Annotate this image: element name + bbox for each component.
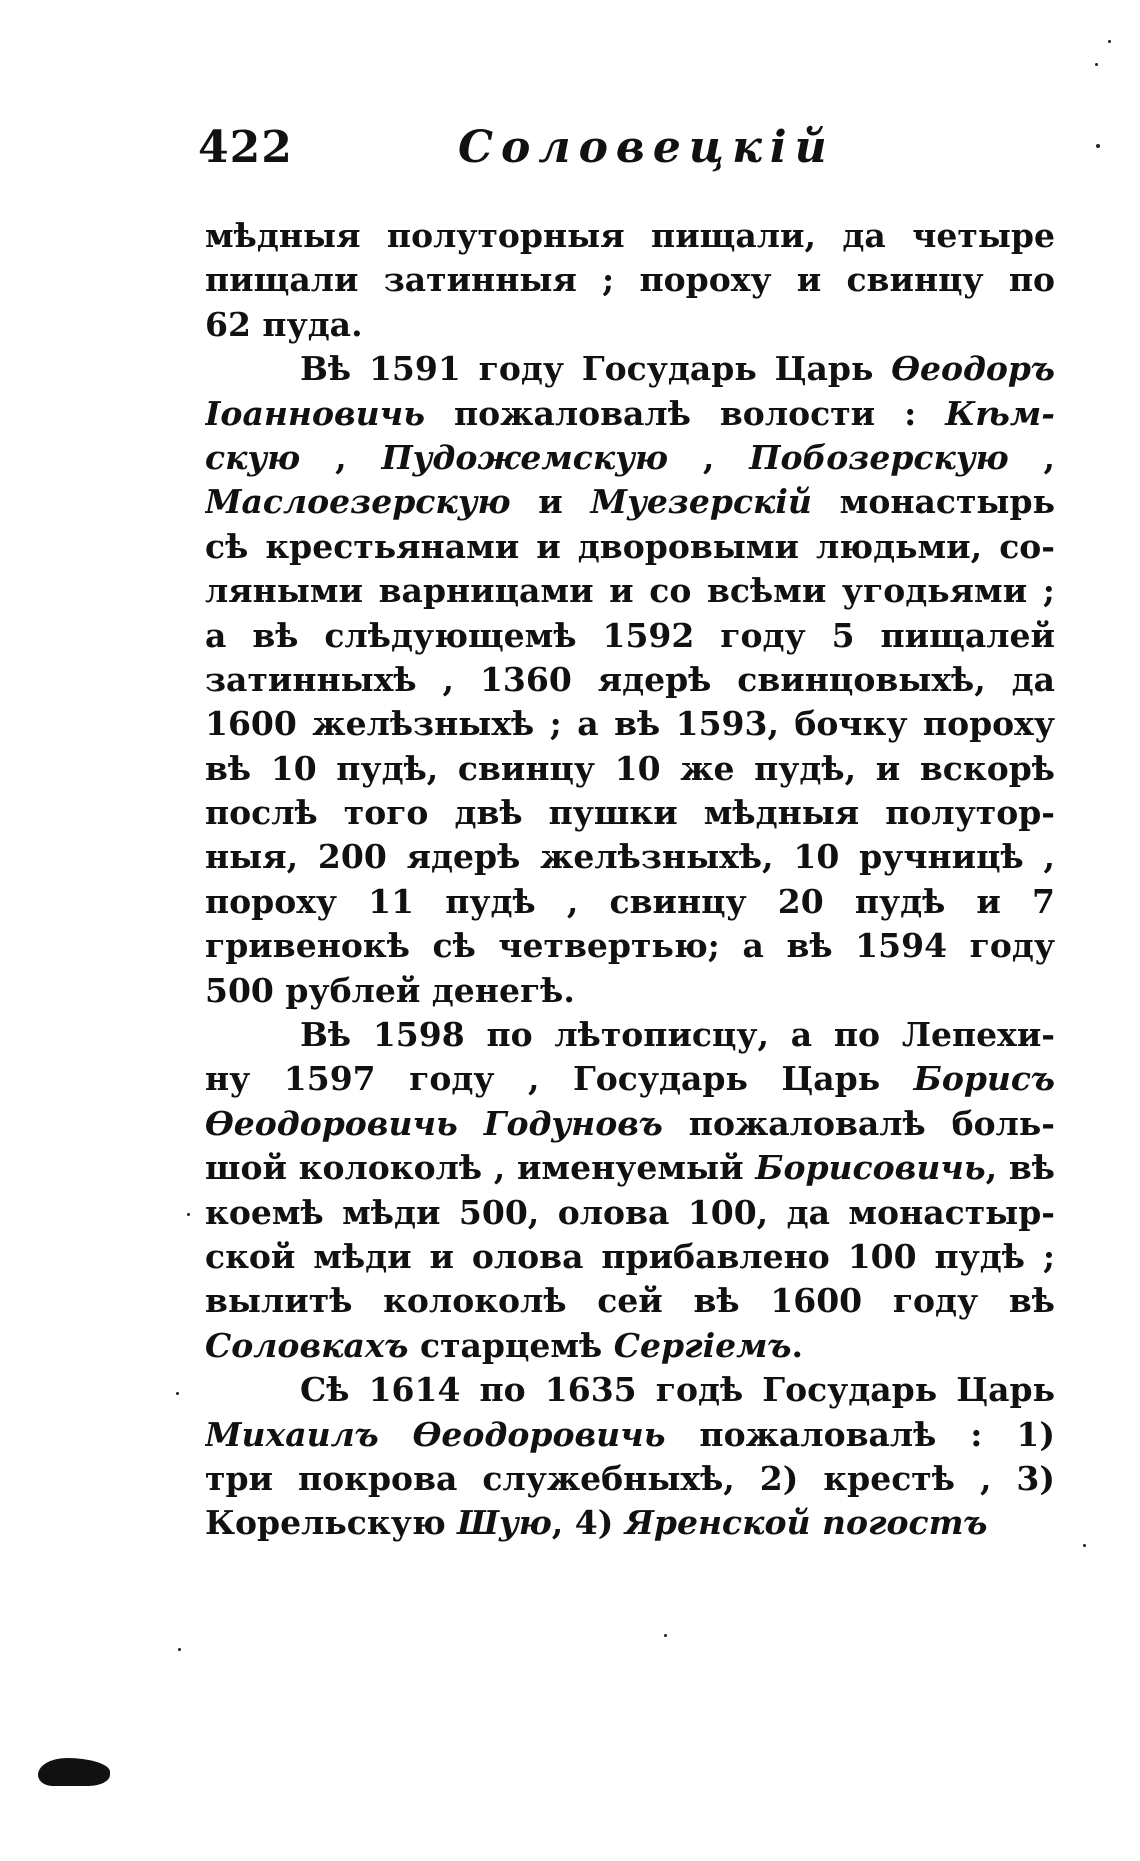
text-line (205, 436, 1055, 480)
text-segment: пожаловалѣ боль- (662, 1103, 1055, 1143)
text-line (205, 969, 1055, 1013)
text-line (205, 924, 1055, 968)
page-number: 422 (198, 122, 293, 173)
text-line (205, 303, 1055, 347)
text-segment: Вѣ 1591 году Государь Царь (300, 349, 892, 389)
speck (1108, 40, 1111, 43)
text-segment: , 4) (551, 1503, 625, 1543)
text-segment: шой колоколѣ , именуемый (205, 1148, 756, 1188)
text-line (205, 1191, 1055, 1235)
text-line (205, 702, 1055, 746)
italic-text: Маслоезерскую (205, 482, 511, 522)
text-line (205, 1413, 1055, 1457)
text-line (205, 1457, 1055, 1501)
text-segment: старцемѣ (408, 1325, 614, 1365)
text-line (205, 880, 1055, 924)
text-segment: , (668, 437, 750, 477)
text-line (205, 1324, 1055, 1368)
running-head: Соловецкій (458, 122, 835, 173)
speck (1096, 144, 1100, 148)
text-line (205, 258, 1055, 302)
text-segment: Корельскую (205, 1503, 458, 1543)
text-segment: , (1008, 437, 1055, 477)
text-segment: монастырь (811, 482, 1055, 522)
text-segment: мѣдныя полуторныя пищали, да четыре (205, 216, 1055, 255)
italic-text: скую (205, 437, 301, 477)
text-segment: , вѣ (985, 1148, 1055, 1188)
text-line (205, 1501, 1055, 1545)
text-line (205, 392, 1055, 436)
speck (664, 1634, 667, 1637)
text-segment: затинныхѣ , 1360 ядерѣ свинцовыхѣ, да (205, 659, 1055, 699)
italic-text: Сергіемъ (613, 1325, 792, 1365)
text-segment: коемѣ мѣди 500, олова 100, да монастыр- (205, 1192, 1055, 1232)
speck (1095, 63, 1098, 66)
ink-blot (38, 1758, 110, 1786)
italic-text: Михаилъ Ѳеодоровичь (205, 1414, 666, 1454)
italic-text: Кѣм- (945, 393, 1055, 433)
text-line (205, 1279, 1055, 1323)
text-line (205, 525, 1055, 569)
text-segment: 62 пуда. (205, 304, 363, 344)
italic-text: Ѳеодоръ (891, 349, 1055, 389)
italic-text: Борисовичь (755, 1148, 986, 1188)
text-line (205, 835, 1055, 879)
body-text (205, 214, 1055, 1546)
text-line (205, 614, 1055, 658)
text-segment: ляными варницами и со всѣми угодьями ; (205, 571, 1055, 611)
text-segment: пищали затинныя ; пороху и свинцу по (205, 260, 1055, 300)
text-segment: три покрова служебныхѣ, 2) крестѣ , 3) (205, 1458, 1055, 1498)
text-segment: послѣ того двѣ пушки мѣдныя полутор- (205, 793, 1055, 833)
text-segment: сѣ крестьянами и дворовыми людьми, со- (205, 526, 1055, 566)
italic-text: Іоанновичь (205, 393, 425, 433)
text-line (205, 1057, 1055, 1101)
text-segment: ныя, 200 ядерѣ желѣзныхѣ, 10 ручницѣ , (205, 837, 1055, 877)
text-segment: гривенокѣ сѣ четвертью; а вѣ 1594 году (205, 926, 1055, 966)
text-line (205, 569, 1055, 613)
italic-text: Яренской погостъ (624, 1503, 988, 1543)
speck (187, 1213, 190, 1216)
speck (1083, 1544, 1086, 1547)
italic-text: Муезерскій (590, 482, 812, 522)
speck (178, 1648, 181, 1651)
text-line (205, 1102, 1055, 1146)
text-line (205, 658, 1055, 702)
text-segment: ской мѣди и олова прибавлено 100 пудѣ ; (205, 1236, 1055, 1276)
italic-text: Ѳеодоровичь Годуновъ (205, 1103, 663, 1143)
text-segment: вѣ 10 пудѣ, свинцу 10 же пудѣ, и вскорѣ (205, 748, 1055, 788)
text-line (205, 480, 1055, 524)
text-line (205, 791, 1055, 835)
italic-text: Соловкахъ (205, 1325, 409, 1365)
text-segment: . (791, 1325, 804, 1365)
text-segment: 1600 желѣзныхѣ ; а вѣ 1593, бочку пороху (205, 704, 1055, 744)
text-line (205, 747, 1055, 791)
speck (176, 1392, 179, 1395)
text-segment: и (510, 482, 591, 522)
italic-text: Шую (457, 1503, 552, 1543)
text-segment: Вѣ 1598 по лѣтописцу, а по Лепехи- (300, 1015, 1055, 1055)
text-line (205, 347, 1055, 391)
italic-text: Борисъ (913, 1059, 1055, 1099)
text-segment: Сѣ 1614 по 1635 годѣ Государь Царь (300, 1370, 1055, 1410)
text-segment: ну 1597 году , Государь Царь (205, 1059, 914, 1099)
text-segment: пороху 11 пудѣ , свинцу 20 пудѣ и 7 (205, 881, 1055, 921)
italic-text: Пудожемскую (381, 437, 669, 477)
text-segment: , (300, 437, 382, 477)
text-segment: 500 рублей денегѣ. (205, 970, 575, 1010)
text-line (205, 214, 1055, 258)
text-segment: пожаловалѣ волости : (424, 393, 946, 433)
text-segment: а вѣ слѣдующемѣ 1592 году 5 пищалей (205, 615, 1055, 655)
text-segment: вылитѣ колоколѣ сей вѣ 1600 году вѣ (205, 1281, 1055, 1321)
italic-text: Побозерскую (749, 437, 1009, 477)
text-line (205, 1235, 1055, 1279)
text-line (205, 1013, 1055, 1057)
text-line (205, 1368, 1055, 1412)
text-line (205, 1146, 1055, 1190)
text-segment: пожаловалѣ : 1) (665, 1414, 1055, 1454)
